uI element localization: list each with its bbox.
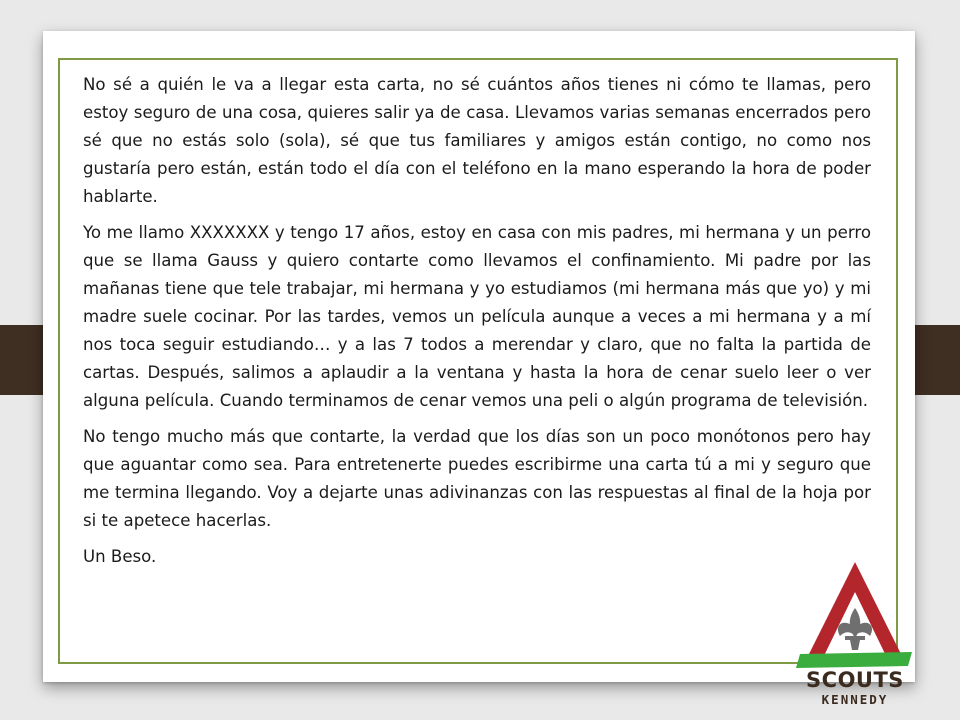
letter-closing: Un Beso. [83,547,157,566]
letter-paragraph-3: No tengo mucho más que contarte, la verdad que los días son un poco monótonos pero hay que aguantar como sea. Para entretenerte puedes escribirme una carta tú a mi y seguro que me termina llegando. Voy a dejarte unas adivinanzas con las respuestas al final de la hoja por si te apetece hacerlas. [83,427,871,530]
letter-paragraph-2: Yo me llamo XXXXXXX y tengo 17 años, estoy en casa con mis padres, mi hermana y un perro que se llama Gauss y quiero contarte como llevamos el confinamiento. Mi padre por las mañanas tiene que tele trabajar, mi hermana y yo estudiamos (mi hermana más que yo) y mi madre suele cocinar. Por las tardes, vemos un película aunque a veces a mi hermana y a mí nos toca seguir estudiando… y a las 7 todos a merendar y claro, que no falta la partida de cartas. Después, salimos a aplaudir a la ventana y hasta la hora de cenar suelo leer o ver alguna película. Cuando terminamos de cenar vemos una peli o algún programa de televisión. [83,223,871,410]
letter-paragraph-1: No sé a quién le va a llegar esta carta, no sé cuántos años tienes ni cómo te llamas, pero estoy seguro de una cosa, quieres salir ya de casa. Llevamos varias semanas encerrados pero sé que no estás solo (sola), sé que tus familiares y amigos están contigo, no como nos gustaría pero están, están todo el día con el teléfono en la mano esperando la hora de poder hablarte. [83,75,871,206]
scouts-kennedy-logo [790,556,920,716]
logo-kennedy-text: KENNEDY [821,692,889,707]
letter-sheet [43,31,915,682]
logo-emblem-icon [790,556,920,671]
letter-body [83,71,871,579]
logo-scouts-text: SCOUTS [806,668,904,692]
